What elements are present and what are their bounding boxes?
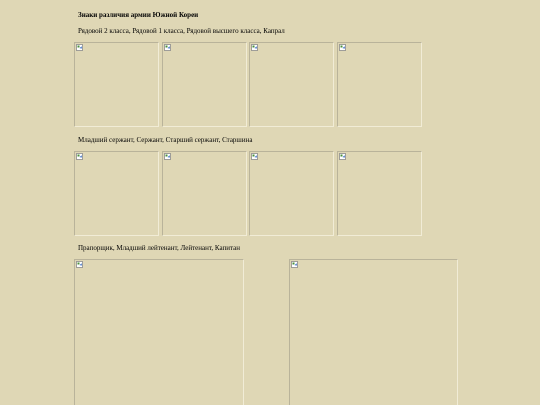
broken-image-icon bbox=[164, 44, 171, 51]
broken-image-icon bbox=[76, 261, 83, 268]
insignia-image-corporal bbox=[337, 42, 422, 127]
insignia-image-senior-sergeant bbox=[249, 151, 334, 236]
insignia-image-private-first-class-senior bbox=[249, 42, 334, 127]
broken-image-icon bbox=[339, 44, 346, 51]
broken-image-icon bbox=[251, 153, 258, 160]
broken-image-icon bbox=[76, 44, 83, 51]
broken-image-icon bbox=[76, 153, 83, 160]
insignia-image-private-1st-class bbox=[162, 42, 247, 127]
section-caption-officers: Прапорщик, Младший лейтенант, Лейтенант, Капитан bbox=[78, 244, 240, 252]
section-caption-sergeants: Младший сержант, Сержант, Старший сержант, Старшина bbox=[78, 136, 253, 144]
insignia-image-junior-sergeant bbox=[74, 151, 159, 236]
section-caption-privates: Рядовой 2 класса, Рядовой 1 класса, Рядовой высшего класса, Капрал bbox=[78, 27, 285, 35]
broken-image-icon bbox=[164, 153, 171, 160]
broken-image-icon bbox=[251, 44, 258, 51]
insignia-image-private-2nd-class bbox=[74, 42, 159, 127]
broken-image-icon bbox=[339, 153, 346, 160]
insignia-image-warrant-officer-and-junior-lieutenant bbox=[74, 259, 244, 405]
page-title: Знаки различия армии Южной Кореи bbox=[78, 11, 199, 19]
insignia-image-lieutenant-and-captain bbox=[289, 259, 458, 405]
insignia-image-sergeant bbox=[162, 151, 247, 236]
broken-image-icon bbox=[291, 261, 298, 268]
insignia-image-master-sergeant bbox=[337, 151, 422, 236]
